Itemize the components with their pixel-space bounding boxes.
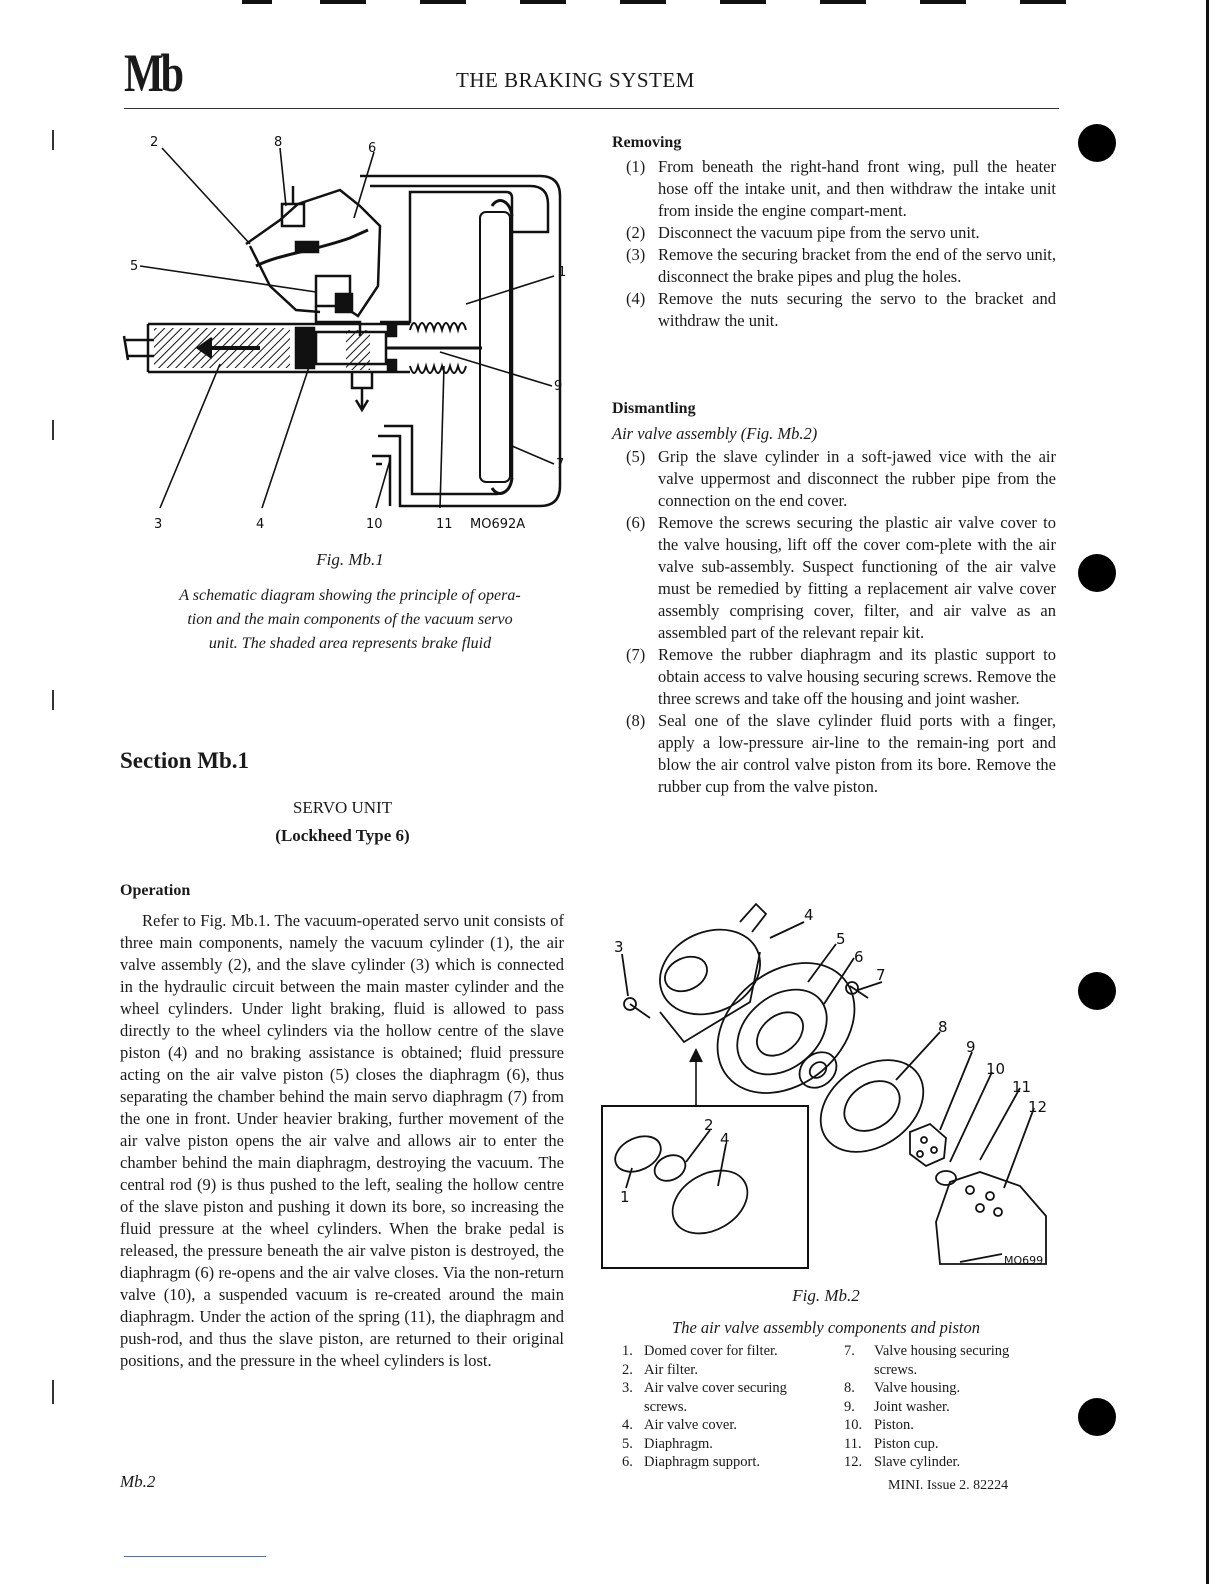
punch-hole [1078,1398,1116,1436]
fig1-label: 7 [556,457,565,472]
fig1-caption-line: unit. The shaded area represents brake fluid [208,635,492,652]
operation-heading: Operation [120,882,191,899]
fig2-legend-left [622,1342,826,1472]
top-edge-mark [620,0,666,4]
issue-footer: MINI. Issue 2. 82224 [888,1478,1009,1493]
legend-item: 5. Diaphragm. [622,1435,713,1452]
top-edge-mark [720,0,766,4]
punch-hole [1078,554,1116,592]
legend-item: 10. Piston. [844,1417,914,1433]
top-edge-mark [820,0,866,4]
figure-mb1-diagram [120,126,580,546]
fig1-code: MO692A [470,517,526,532]
fig2-label: 12 [1028,1098,1048,1116]
fig2-label: 7 [876,966,886,984]
dismantling-subheading: Air valve assembly (Fig. Mb.2) [612,424,818,443]
fig1-label: 9 [554,379,563,394]
top-edge-mark [1020,0,1066,4]
removing-step: (3) Remove the securing bracket from the end of the servo unit, disconnect the brake pipes and plug the holes. [626,245,1056,286]
legend-item: 8. Valve housing. [844,1380,961,1396]
legend-item: 7. Valve housing securing screws. [844,1343,1010,1378]
legend-item: 4. Air valve cover. [622,1417,738,1433]
footer-rule [124,1556,266,1557]
fig2-label: 10 [986,1060,1006,1078]
section-title: Section Mb.1 [120,748,250,773]
left-margin-mark [52,690,54,710]
removing-step: (2) Disconnect the vacuum pipe from the servo unit. [626,223,980,242]
fig2-label: 4 [804,906,814,924]
fig1-caption-title: Fig. Mb.1 [316,550,384,569]
fig2-caption-title: Fig. Mb.2 [792,1286,860,1305]
fig1-label: 3 [154,517,163,532]
fig2-legend-right [844,1342,1048,1472]
dismantling-step: (5) Grip the slave cylinder in a soft-jawed vice with the air valve uppermost and disconnect the rubber pipe from the connection on the end cover. [626,447,1056,510]
fig2-label: 6 [854,948,864,966]
left-margin-mark [52,1380,54,1404]
top-edge-mark [420,0,466,4]
removing-heading: Removing [612,134,682,151]
left-margin-mark [52,420,54,440]
legend-item: 2. Air filter. [622,1361,698,1378]
fig2-code: MO699 [1004,1254,1044,1267]
fig1-label: 5 [130,259,139,274]
removing-step: (1) From beneath the right-hand front wing, pull the heater hose off the intake unit, and then withdraw the intake unit from inside the engine compart-ment. [626,157,1056,220]
section-logo: Mb [124,43,181,103]
legend-item: 9. Joint washer. [844,1398,950,1415]
fig1-label: 4 [256,517,265,532]
fig1-label: 8 [274,135,283,150]
legend-item: 6. Diaphragm support. [622,1454,760,1470]
top-edge-mark [242,0,272,4]
dismantling-steps [612,446,1056,798]
fig1-label: 6 [368,141,377,156]
fig2-caption-subtitle: The air valve assembly components and piston [672,1318,980,1337]
right-edge-line [1206,0,1209,1584]
fig2-label: 4 [720,1130,730,1148]
header-rule [124,108,1059,109]
fig1-label: 1 [558,265,567,280]
fig2-label: 2 [704,1116,714,1134]
legend-item: 12. Slave cylinder. [844,1454,961,1470]
fig2-label: 5 [836,930,846,948]
operation-paragraph: Refer to Fig. Mb.1. The vacuum-operated servo unit consists of three main components, namely the vacuum cylinder (1), the air valve assembly (2), and the slave cylinder (3) which is connected in the hydraulic circuit between the main master cylinder and the wheel cylinders. Under light braking, fluid is allowed to pass directly to the wheel cylinders via the hollow centre of the slave piston (4) and no braking assistance is obtained; fluid pressure acting on the air valve piston (5) closes the diaphragm (6), thus separating the chamber behind the main servo diaphragm (7) from the one in front. Under heavier braking, further movement of the air valve piston opens the air valve and allows air to enter the chamber behind the main diaphragm, destroying the vacuum. The central rod (9) is thus pushed to the left, sealing the hollow centre of the slave piston and pushing it down its bore, so increasing the fluid pressure at the wheel cylinders. When the brake pedal is released, the pressure beneath the air valve piston is destroyed, the diaphragm (6) re-opens and the air valve closes. Via the non-return valve (10), a suspended vacuum is re-created around the main diaphragm. Under the action of the spring (11), the diaphragm and push-rod, and thus the slave piston, are returned to their original positions, and the pressure in the wheel cylinders is lost. [120,911,564,1370]
dismantling-step: (8) Seal one of the slave cylinder fluid ports with a finger, apply a low-pressure air-line to the remain-ing port and blow the air control valve piston from its bore. Remove the rubber cup from the valve piston. [626,711,1056,796]
fig2-label: 3 [614,938,624,956]
dismantling-step: (7) Remove the rubber diaphragm and its plastic support to obtain access to valve housing securing screws. Remove the three screws and take off the housing and joint washer. [626,645,1056,708]
fig1-label: 2 [150,135,159,150]
unit-subtitle: (Lockheed Type 6) [275,826,410,845]
removing-step: (4) Remove the nuts securing the servo to the bracket and withdraw the unit. [626,289,1056,330]
top-edge-mark [520,0,566,4]
unit-title: SERVO UNIT [292,798,393,817]
fig1-label: 11 [436,517,453,532]
top-edge-mark [320,0,366,4]
legend-item: 11. Piston cup. [844,1435,939,1452]
dismantling-step: (6) Remove the screws securing the plastic air valve cover to the valve housing, lift off the cover com-plete with the air valve sub-assembly. Suspect functioning of the air valve must be remedied by fitting a replacement air valve cover assembly comprising cover, filter, and air valve as an assembled part of the relevant repair kit. [626,513,1056,642]
punch-hole [1078,972,1116,1010]
fig2-label: 9 [966,1038,976,1056]
fig1-caption [120,584,580,656]
fig2-label: 1 [620,1188,630,1206]
page-number: Mb.2 [120,1472,156,1491]
figure-mb2-diagram [600,892,1052,1278]
fig1-label: 10 [366,517,383,532]
fig1-caption-line: tion and the main components of the vacuum servo [187,611,513,628]
page-header-title: THE BRAKING SYSTEM [456,68,695,92]
removing-steps [612,156,1056,332]
dismantling-heading: Dismantling [612,400,696,417]
legend-item: 1. Domed cover for filter. [622,1343,778,1359]
punch-hole [1078,124,1116,162]
left-margin-mark [52,130,54,150]
fig2-label: 8 [938,1018,948,1036]
top-edge-mark [920,0,966,4]
fig1-caption-line: A schematic diagram showing the principle of opera- [179,587,521,604]
legend-item: 3. Air valve cover securing screws. [622,1380,787,1415]
fig2-label: 11 [1012,1078,1032,1096]
